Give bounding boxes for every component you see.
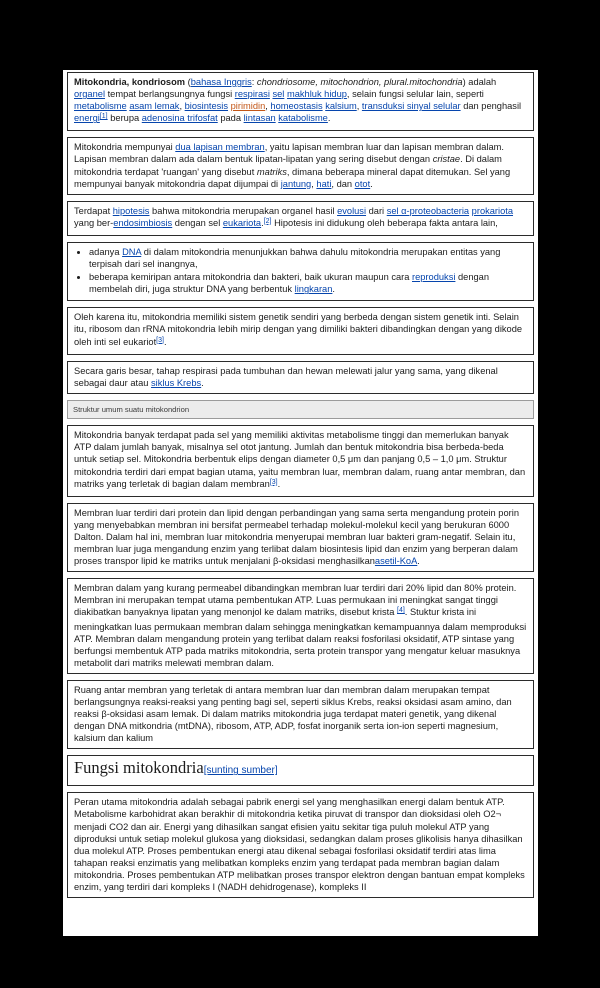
text-run: berupa xyxy=(107,113,142,124)
reference-link[interactable]: [2] xyxy=(263,217,272,225)
text-run: . Di dalam mitokondria terdapat 'ruangan' yang disebut xyxy=(74,154,502,177)
text-run: . xyxy=(332,284,335,295)
paragraph-function xyxy=(67,792,534,898)
text-run: , xyxy=(311,178,317,189)
wiki-link[interactable]: adenosina trifosfat xyxy=(141,113,218,124)
wiki-link[interactable]: organel xyxy=(74,89,106,100)
text-run: yang ber- xyxy=(74,217,114,228)
text-run: Mitokondria, kondriosom xyxy=(74,77,186,87)
wiki-link[interactable]: hipotesis xyxy=(112,205,150,216)
section-label-structure: Struktur umum suatu mitokondrion xyxy=(67,400,534,420)
text-run: : xyxy=(251,77,257,87)
wiki-link[interactable]: transduksi sinyal selular xyxy=(361,101,461,112)
reference-link[interactable]: [1] xyxy=(99,113,108,121)
text-run: , dan xyxy=(331,178,355,189)
text-run: Terdapat xyxy=(74,205,113,216)
text-run: Ruang antar membran yang terletak di antara membran luar dan membran dalam merupakan tempat berlangsungnya reaksi-reaksi yang penting bagi sel, seperti siklus Krebs, reaksi oksidasi asam amino, dan reaksi β-oksidasi asam lemak. Di dalam matriks mitokondria juga terdapat materi genetik, yang dikenal dengan DNA mitkondria (mtDNA), ribosom, ATP, ADP, fosfat inorganik serta ion-ion seperti magnesium, kalsium dan kalium xyxy=(74,684,512,744)
text-run: Mitokondria banyak terdapat pada sel yang memiliki aktivitas metabolisme tinggi dan memerlukan banyak ATP dalam jumlah banyak, misalnya sel otot jantung. Jumlah dan bentuk mitokondria bisa berbeda-beda untuk setiap sel. Mitokondria berbentuk elips dengan diameter 0,5 μm dan panjang 0,5 – 1,0 μm. Struktur mitokondria terdiri dari empat bagian utama, yaitu membran luar, membran dalam, ruang antar membran, dan matriks yang terletak di bagian dalam membran xyxy=(74,430,526,489)
text-run: dengan membelah diri, juga struktur DNA yang berbentuk xyxy=(89,272,490,295)
reference-link[interactable]: [4] xyxy=(397,607,405,615)
text-run: dengan sel xyxy=(172,217,223,228)
wiki-link[interactable]: eukariota xyxy=(222,217,262,228)
wiki-link[interactable]: makhluk hidup xyxy=(286,89,347,100)
list-item xyxy=(89,246,527,270)
wiki-link[interactable]: DNA xyxy=(122,246,142,257)
reference-link[interactable]: [3] xyxy=(269,478,278,486)
paragraph-krebs-cycle xyxy=(67,361,534,394)
wiki-link[interactable]: endosimbiosis xyxy=(113,217,173,228)
wiki-link[interactable]: biosintesis xyxy=(184,101,229,112)
text-run: dari xyxy=(366,205,387,216)
wiki-link[interactable]: asam lemak xyxy=(129,101,180,112)
text-run: beberapa kemiripan antara mitokondria dan bakteri, baik ukuran maupun cara xyxy=(89,272,412,283)
text-run: , yaitu lapisan membran luar dan lapisan membran dalam. Lapisan membran dalam ada dalam bentuk lipatan-lipatan yang sering disebut dengan xyxy=(74,142,504,165)
text-run: . xyxy=(201,377,204,388)
wiki-link[interactable]: otot xyxy=(354,178,371,189)
text-run: chondriosome, mitochondrion, plural.mitochondria xyxy=(256,77,463,87)
text-run: cristae xyxy=(432,154,461,165)
wiki-link[interactable]: respirasi xyxy=(234,89,270,100)
bullet-list-block xyxy=(67,242,534,301)
paragraph-intermembrane-space xyxy=(67,680,534,749)
wiki-link[interactable]: energi xyxy=(74,113,100,124)
wiki-link[interactable]: sel xyxy=(272,89,285,100)
text-run: Peran utama mitokondria adalah sebagai pabrik energi sel yang menghasilkan energi dalam bentuk ATP. Metabolisme karbohidrat akan berakhir di mitokondria ketika piruvat di transpor dan dioksidasi oleh O2¬ menjadi CO2 dan air. Energi yang dihasilkan sangat efisien yaitu sekitar tiga puluh molekul ATP yang diproduksi untuk setiap molekul glukosa yang dioksidasi, sedangkan dalam proses glikolisis hanya dihasilkan dua molekul ATP. Proses pembentukan energi atau dikenal sebagai fosforilasi oksidatif terdiri atas lima tahapan reaksi enzimatis yang melibatkan kompleks enzim yang terdapat pada membran bagian dalam mitokondria. Proses pembentukan ATP melibatkan proses transpor elektron dengan bantuan empat kompleks enzim, yang terdiri dari kompleks I (NADH dehidrogenase), kompleks II xyxy=(74,797,525,892)
text-run: . xyxy=(277,478,281,489)
wiki-link[interactable]: katabolisme xyxy=(278,113,328,124)
paragraph-intro xyxy=(67,72,534,131)
text-run: Membran dalam yang kurang permeabel dibandingkan membran luar terdiri dari 20% lipid dan 80% protein. Membran ini merupakan tempat utama pembentukan ATP. Luas permukaan ini meningkat sangat tinggi diakibatkan banyaknya lipatan yang menonjol ke dalam matriks, disebut krista xyxy=(74,583,517,618)
wiki-redlink[interactable]: pirimidin xyxy=(230,101,266,112)
section-heading-fungsi xyxy=(67,755,534,786)
text-run: Fungsi mitokondria xyxy=(74,758,204,778)
wiki-link[interactable]: siklus Krebs xyxy=(151,377,202,388)
paragraph-endosymbiosis-hypothesis xyxy=(67,201,534,236)
paragraph-outer-membrane xyxy=(67,503,534,572)
text-run: , selain fungsi selular lain, seperti xyxy=(346,89,484,100)
text-run: matriks xyxy=(256,166,287,177)
text-run: tempat berlangsungnya fungsi xyxy=(105,89,235,100)
text-run: , dimana beberapa mineral dapat ditemukan. Sel yang mempunyai banyak mitokondria dapat dijumpai di xyxy=(74,166,511,189)
document-page xyxy=(63,70,538,936)
text-run: . xyxy=(261,217,264,228)
wiki-link[interactable]: reproduksi xyxy=(412,272,456,283)
wiki-link[interactable]: prokariota xyxy=(471,205,514,216)
text-run: pada xyxy=(217,113,244,124)
text-run: Membran luar terdiri dari protein dan lipid dengan perbandingan yang sama serta mengandung protein porin yang menyebabkan membran ini bersifat permeabel terhadap molekul-molekul kecil yang berukuran 6000 Dalton. Dalam hal ini, membran luar mitokondria menyerupai membran luar bakteri gram-negatif. Selain itu, membran luar juga mengandung enzim yang terlibat dalam biosintesis lipid dan enzim yang berperan dalam proses transpor lipid ke matriks untuk menjalani β-oksidasi menghasilkan xyxy=(74,507,519,567)
text-run: ( xyxy=(185,77,191,87)
wiki-link[interactable]: lingkaran xyxy=(294,284,333,295)
text-run: dan penghasil xyxy=(460,101,522,112)
wiki-link[interactable]: sel α-proteobacteria xyxy=(386,205,470,216)
text-run: adanya xyxy=(89,246,123,257)
bullet-list xyxy=(74,246,527,295)
paragraph-genetic-system xyxy=(67,307,534,354)
wiki-link[interactable]: jantung xyxy=(280,178,312,189)
text-run: Hipotesis ini didukung oleh beberapa fakta antara lain, xyxy=(271,217,498,228)
text-run: di dalam mitokondria menunjukkan bahwa dahulu mitokondria merupakan entitas yang terpisah dari sel inangnya, xyxy=(89,246,501,270)
text-run: Secara garis besar, tahap respirasi pada tumbuhan dan hewan melewati jalur yang sama, yang dikenal sebagai daur atau xyxy=(74,365,498,388)
paragraph-inner-membrane xyxy=(67,578,534,674)
wiki-link[interactable]: metabolisme xyxy=(74,101,127,112)
wiki-link[interactable]: [sunting sumber] xyxy=(203,765,278,777)
text-run: . xyxy=(163,336,167,347)
wiki-link[interactable]: kalsium xyxy=(325,101,357,112)
text-run: Mitokondria mempunyai xyxy=(74,142,176,153)
wiki-link[interactable]: dua lapisan membran xyxy=(175,142,265,153)
text-run: . xyxy=(370,178,373,189)
list-item xyxy=(89,271,527,295)
text-run: Oleh karena itu, mitokondria memiliki sistem genetik sendiri yang berbeda dengan sistem genetik inti. Selain itu, ribosom dan rRNA mitokondria lebih mirip dengan yang dimiliki bakteri dibandingkan dengan yang dikode oleh inti sel eukariot xyxy=(74,312,523,347)
paragraph-structure-overview xyxy=(67,425,534,496)
text-run: , xyxy=(265,101,271,112)
text-run: bahwa mitokondria merupakan organel hasil xyxy=(149,205,338,216)
wiki-link[interactable]: homeostasis xyxy=(270,101,323,112)
paragraph-membrane-layers xyxy=(67,137,534,194)
wiki-link[interactable]: lintasan xyxy=(243,113,276,124)
text-run: , xyxy=(356,101,362,112)
wiki-link[interactable]: asetil-KoA xyxy=(374,556,418,567)
text-run: . Stuktur krista ini meningkatkan luas permukaan membran dalam sehingga meningkatkan kemampuannya dalam memproduksi ATP. Membran dalam mengandung protein yang terlibat dalam reaksi fosforilasi oksidatif, ATP sintase yang berfungsi membentuk ATP pada matriks mitokondria, serta protein transpor yang mengatur keluar masuknya metabolit dari matriks melewati membran dalam. xyxy=(74,607,527,668)
wiki-link[interactable]: hati xyxy=(316,178,332,189)
reference-link[interactable]: [3] xyxy=(156,336,164,344)
text-run: ) adalah xyxy=(462,77,497,87)
text-run: . xyxy=(417,556,420,567)
wiki-link[interactable]: evolusi xyxy=(337,205,367,216)
wiki-link[interactable]: bahasa Inggris xyxy=(190,77,252,87)
text-run: . xyxy=(327,113,331,124)
text-run: , xyxy=(179,101,185,112)
